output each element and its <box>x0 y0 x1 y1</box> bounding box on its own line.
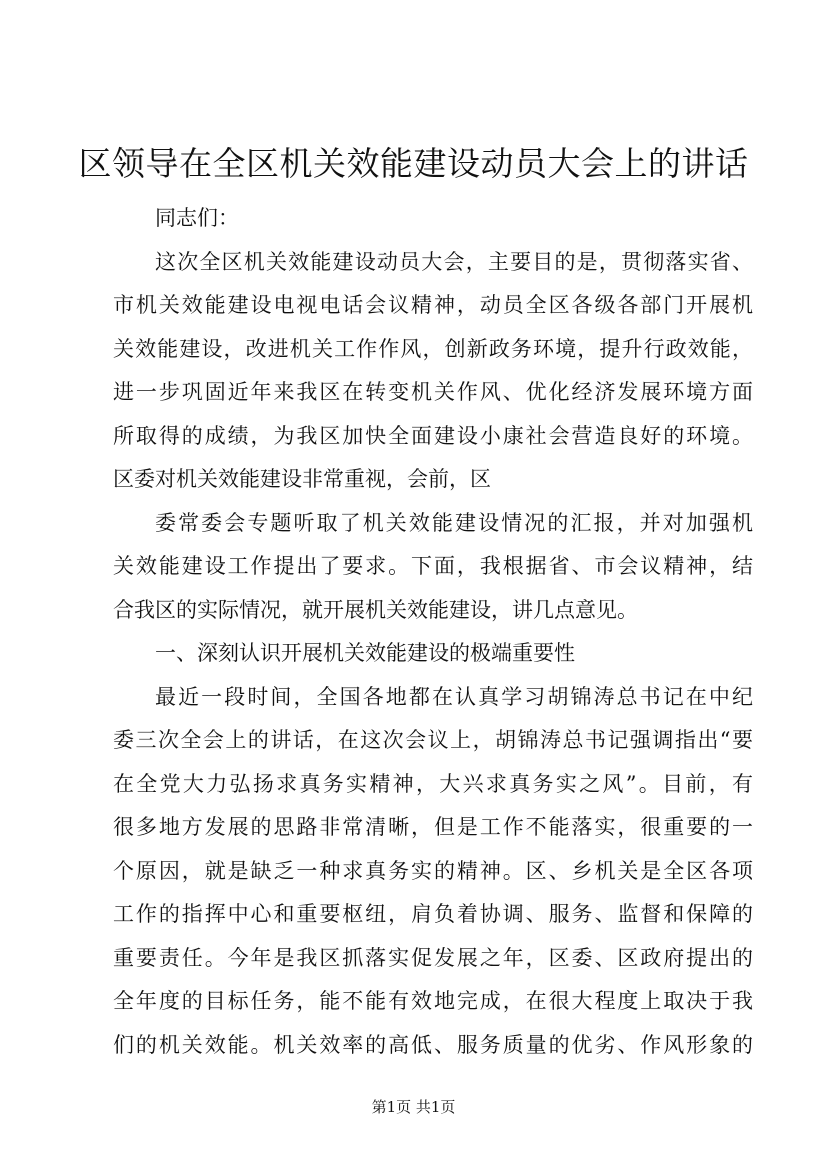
document-title: 区领导在全区机关效能建设动员大会上的讲话 <box>78 144 749 183</box>
paragraph-line: 个原因，就是缺乏一种求真务实的精神。区、乡机关是全区各项 <box>113 858 753 883</box>
paragraph-line: 进一步巩固近年来我区在转变机关作风、优化经济发展环境方面 <box>113 380 753 404</box>
paragraph-line: 关效能建设工作提出了要求。下面，我根据省、市会议精神，结 <box>113 554 753 578</box>
paragraph-line: 合我区的实际情况，就开展机关效能建设，讲几点意见。 <box>113 597 638 622</box>
paragraph-line: 关效能建设，改进机关工作作风，创新政务环境，提升行政效能， <box>113 336 753 361</box>
paragraph-line: 区委对机关效能建设非常重视，会前，区 <box>113 467 491 491</box>
document-body <box>113 197 753 1067</box>
page-footer: 第1页 共1页 <box>371 1098 456 1116</box>
paragraph-line: 委常委会专题听取了机关效能建设情况的汇报，并对加强机 <box>155 510 753 535</box>
paragraph-line: 委三次全会上的讲话，在这次会议上，胡锦涛总书记强调指出“要 <box>113 728 753 752</box>
salutation: 同志们： <box>155 206 239 230</box>
paragraph-line: 工作的指挥中心和重要枢纽，肩负着协调、服务、监督和保障的 <box>113 902 753 926</box>
paragraph-line: 全年度的目标任务，能不能有效地完成，在很大程度上取决于我 <box>113 989 753 1013</box>
paragraph-line: 市机关效能建设电视电话会议精神，动员全区各级各部门开展机 <box>113 293 753 317</box>
paragraph-line: 所取得的成绩，为我区加快全面建设小康社会营造良好的环境。 <box>113 423 753 448</box>
paragraph-line: 在全党大力弘扬求真务实精神，大兴求真务实之风”。目前，有 <box>113 771 753 796</box>
paragraph-line: 最近一段时间，全国各地都在认真学习胡锦涛总书记在中纪 <box>155 684 753 709</box>
paragraph-line: 这次全区机关效能建设动员大会，主要目的是，贯彻落实省、 <box>155 249 753 274</box>
paragraph-line: 很多地方发展的思路非常清晰，但是工作不能落实，很重要的一 <box>113 815 753 839</box>
section-heading: 一、深刻认识开展机关效能建设的极端重要性 <box>155 641 575 665</box>
paragraph-line: 们的机关效能。机关效率的高低、服务质量的优劣、作风形象的 <box>113 1032 753 1057</box>
paragraph-line: 重要责任。今年是我区抓落实促发展之年，区委、区政府提出的 <box>113 945 753 970</box>
